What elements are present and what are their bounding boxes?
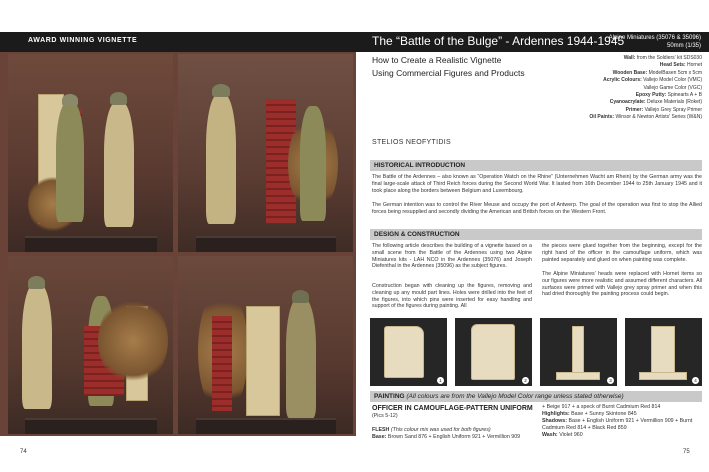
vignette-photo-1 <box>8 54 173 252</box>
author-name: STELIOS NEOFYTIDIS <box>372 139 451 146</box>
spec-row: Primer: Vallejo Grey Spray Primer <box>625 106 702 113</box>
spec-row: Acrylic Colours: Vallejo Model Color (VMC) <box>603 77 702 84</box>
historical-paragraph: The Battle of the Ardennes – also known as “Operation Watch on the Rhine” (Unternehmen Wacht am Rhein) by the German army was the final large-scale attack of Third Reich forces during the Second World War. It lasted from 16th December 1944 to 25th January 1945 and it took place along the borders between Belgium and Luxembourg. <box>372 174 702 194</box>
section-heading-design: DESIGN & CONSTRUCTION <box>370 229 702 240</box>
spec-row: Wall: from the Soldiers' kit SDS030 <box>623 55 702 61</box>
historical-paragraph: The German intention was to control the River Meuse and occupy the port of Antwerp. The goal of the operation was first to stop the Allied forces being resupplied and secondly dividing the American and British forces on the Western Front. <box>372 202 702 215</box>
colour-row: Shadows: Base + English Uniform 921 + Vermillion 909 + Burnt Cadmium Red 814 + Black Red 859 <box>542 418 693 431</box>
spec-row: Vallejo Game Color (VGC) <box>643 84 702 91</box>
design-paragraph: the pieces were glued together from the beginning, except for the right hand of the officer in the camouflage uniform, which was painted separately and glued on when painting was complete. <box>542 243 702 263</box>
section-label: AWARD WINNING VIGNETTE <box>28 37 138 44</box>
colour-row: Highlights: Base + Sunny Skintone 845 <box>542 411 637 417</box>
flesh-recipe: FLESH (This colour mix was used for both figures) Base: Brown Sand 876 + English Uniform 921 + Vermillion 909 <box>372 427 521 440</box>
page-number-left: 74 <box>20 449 27 455</box>
vignette-photo-4 <box>178 256 353 434</box>
spec-row: Oil Paints: Winsor & Newton Artists' Series (W&N) <box>589 114 702 121</box>
subtitle-line-1: How to Create a Realistic Vignette <box>372 55 502 65</box>
colour-row: + Beige 917 + a speck of Burnt Cadmium Red 814 <box>542 404 661 410</box>
article-title: The “Battle of the Bulge” - Ardennes 1944-1945 <box>372 34 625 48</box>
spec-row: Cyanoacrylate: Deluxe Materials (Roket) <box>609 99 702 106</box>
subtitle-line-2: Using Commercial Figures and Products <box>372 68 525 78</box>
page-number-right: 75 <box>683 449 690 455</box>
spec-row: Head Sets: Hornet <box>659 62 702 69</box>
photo-grid <box>0 52 356 436</box>
construction-photos <box>370 318 702 386</box>
design-paragraph: Construction began with cleaning up the figures, removing and cleaning up any mould part lines. Holes were drilled into the feet of the figures, into which pins were inserted for easy handling and support of the figures during painting. All <box>372 283 532 310</box>
figure-pics-ref: (Pics 5-12) <box>372 413 398 419</box>
kit-line-1: Alpine Miniatures (35076 & 35096) <box>608 35 701 41</box>
header-bar <box>0 32 709 52</box>
section-heading-painting: PAINTING (All colours are from the Vallejo Model Color range unless stated otherwise) <box>370 391 702 402</box>
construction-photo-4 <box>625 318 702 386</box>
construction-photo-2 <box>455 318 532 386</box>
photo-number-badge: 1 <box>437 377 444 384</box>
design-paragraph: The Alpine Miniatures' heads were replaced with Hornet items so our figures were more realistic and assumed different characters. All surfaces were primed with Vallejo grey spray primer and when this had dried thoroughly the painting process could begin. <box>542 271 702 298</box>
painting-note: (All colours are from the Vallejo Model Color range unless stated otherwise) <box>406 393 624 400</box>
vignette-photo-3 <box>8 256 173 434</box>
kit-info <box>609 34 701 50</box>
construction-photo-3 <box>540 318 617 386</box>
section-heading-historical: HISTORICAL INTRODUCTION <box>370 160 702 171</box>
materials-list <box>516 55 702 122</box>
photo-number-badge: 3 <box>607 377 614 384</box>
vignette-photo-2 <box>178 54 353 252</box>
construction-photo-1 <box>370 318 447 386</box>
photo-number-badge: 2 <box>522 377 529 384</box>
kit-line-2: 50mm (1/35) <box>666 43 701 49</box>
colour-recipe <box>542 404 702 439</box>
spec-row: Wooden Base: ModelBasen 5cm x 5cm <box>612 69 702 76</box>
spec-row: Epoxy Putty: Spinearts A + B <box>635 92 702 99</box>
figure-heading: OFFICER IN CAMOUFLAGE-PATTERN UNIFORM <box>372 405 533 412</box>
colour-row: Wash: Violet 960 <box>542 432 583 438</box>
photo-number-badge: 4 <box>692 377 699 384</box>
design-paragraph: The following article describes the building of a vignette based on a small scene from the Battle of the Ardennes using two Alpine Miniatures kits - LAH NCO in the Ardennes (35076) and Joseph Diefenthal in the Ardennes (35096) as the subject figures. <box>372 243 532 270</box>
